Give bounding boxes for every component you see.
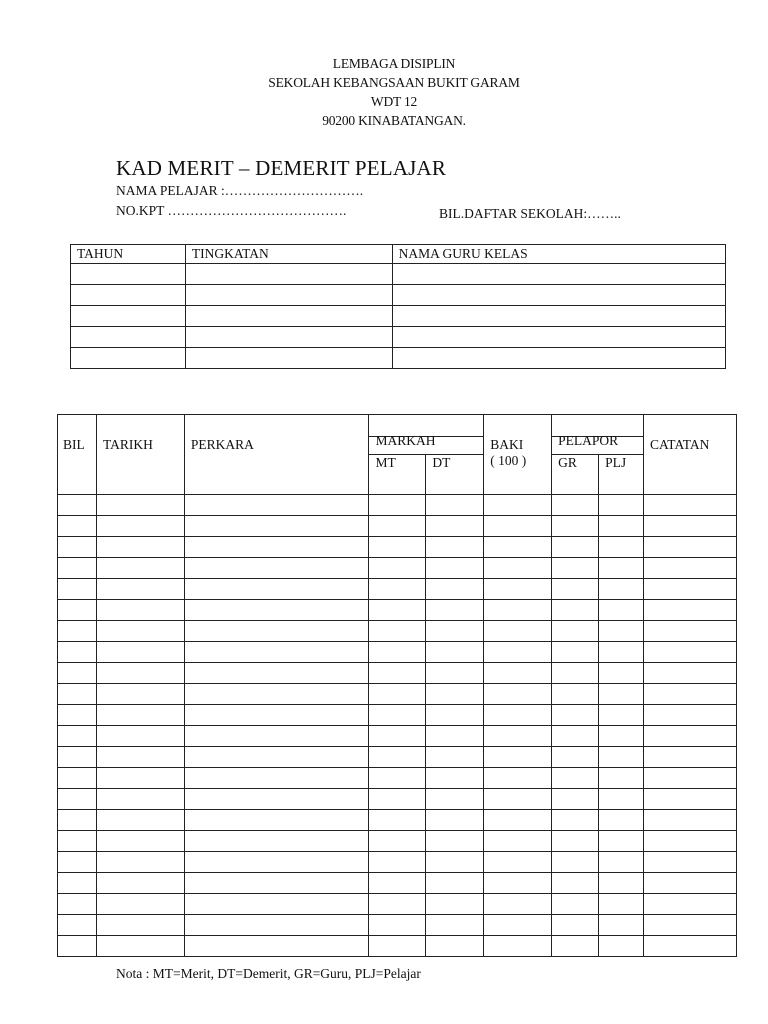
record-table-cell[interactable] <box>644 600 737 621</box>
record-table-cell[interactable] <box>552 663 599 684</box>
record-table-cell[interactable] <box>96 705 184 726</box>
record-table-cell[interactable] <box>644 663 737 684</box>
record-table-cell[interactable] <box>484 768 552 789</box>
record-table-cell[interactable] <box>426 915 484 936</box>
record-table-cell[interactable] <box>369 558 426 579</box>
header-line-3: WDT 12 <box>370 94 418 109</box>
record-table-cell[interactable] <box>599 537 644 558</box>
record-table-row <box>58 537 737 558</box>
record-table-cell[interactable] <box>426 516 484 537</box>
header-baki: BAKI <box>490 437 524 452</box>
record-table-cell[interactable] <box>184 894 369 915</box>
record-table-cell[interactable] <box>599 768 644 789</box>
record-table-cell[interactable] <box>644 726 737 747</box>
record-table-cell[interactable] <box>369 621 426 642</box>
record-table-cell[interactable] <box>369 831 426 852</box>
record-table-cell[interactable] <box>426 684 484 705</box>
record-table-cell[interactable] <box>369 915 426 936</box>
record-table-cell[interactable] <box>58 894 97 915</box>
class-table-cell[interactable] <box>71 264 186 285</box>
record-table-cell[interactable] <box>599 516 644 537</box>
record-table-cell[interactable] <box>426 495 484 516</box>
record-table-cell[interactable] <box>58 768 97 789</box>
record-table-cell[interactable] <box>484 810 552 831</box>
header-pelapor: PELAPOR <box>552 415 643 437</box>
record-table-cell[interactable] <box>426 600 484 621</box>
record-table-cell[interactable] <box>184 915 369 936</box>
header-bil: BIL <box>63 437 85 452</box>
record-table-cell[interactable] <box>369 894 426 915</box>
record-table-cell[interactable] <box>58 558 97 579</box>
record-table-cell[interactable] <box>96 621 184 642</box>
record-table-cell[interactable] <box>426 705 484 726</box>
class-table-row <box>71 348 726 369</box>
record-table-cell[interactable] <box>599 705 644 726</box>
record-table-cell[interactable] <box>96 516 184 537</box>
record-table-cell[interactable] <box>426 810 484 831</box>
record-table-cell[interactable] <box>484 621 552 642</box>
class-table-cell[interactable] <box>392 285 725 306</box>
record-table-cell[interactable] <box>96 936 184 957</box>
record-table-cell[interactable] <box>58 747 97 768</box>
class-table-cell[interactable] <box>71 348 186 369</box>
class-table-cell[interactable] <box>71 327 186 348</box>
record-table-cell[interactable] <box>96 915 184 936</box>
record-table-cell[interactable] <box>426 768 484 789</box>
record-table-cell[interactable] <box>184 600 369 621</box>
record-table-cell[interactable] <box>552 621 599 642</box>
record-table-row <box>58 852 737 873</box>
record-table-row <box>58 747 737 768</box>
record-table-cell[interactable] <box>599 873 644 894</box>
record-table-cell[interactable] <box>369 516 426 537</box>
record-table-cell[interactable] <box>484 600 552 621</box>
record-table-cell[interactable] <box>96 558 184 579</box>
header-line-4: 90200 KINABATANGAN. <box>322 113 466 128</box>
record-table-cell[interactable] <box>599 600 644 621</box>
record-table-cell[interactable] <box>426 852 484 873</box>
record-table-cell[interactable] <box>599 558 644 579</box>
record-table-cell[interactable] <box>484 663 552 684</box>
record-table-cell[interactable] <box>484 852 552 873</box>
record-table-cell[interactable] <box>369 810 426 831</box>
record-table-cell[interactable] <box>58 537 97 558</box>
record-table-cell[interactable] <box>644 894 737 915</box>
record-table-cell[interactable] <box>58 495 97 516</box>
record-table-cell[interactable] <box>484 894 552 915</box>
record-table-cell[interactable] <box>484 558 552 579</box>
record-table-row <box>58 789 737 810</box>
record-table-cell[interactable] <box>644 579 737 600</box>
record-table-cell[interactable] <box>184 537 369 558</box>
record-table-cell[interactable] <box>369 537 426 558</box>
record-table-cell[interactable] <box>369 579 426 600</box>
no-kpt-field: NO.KPT …………………………………. <box>116 203 347 218</box>
record-table-cell[interactable] <box>426 747 484 768</box>
class-info-table <box>70 244 726 369</box>
record-table-cell[interactable] <box>644 642 737 663</box>
card-title: KAD MERIT – DEMERIT PELAJAR <box>116 156 447 180</box>
class-table-row <box>71 327 726 348</box>
record-table-cell[interactable] <box>484 726 552 747</box>
record-table-cell[interactable] <box>599 915 644 936</box>
record-table-cell[interactable] <box>426 621 484 642</box>
record-table-cell[interactable] <box>96 894 184 915</box>
record-table-cell[interactable] <box>96 852 184 873</box>
record-table-row <box>58 663 737 684</box>
record-table-cell[interactable] <box>644 705 737 726</box>
header-catatan: CATATAN <box>650 437 710 452</box>
record-table-cell[interactable] <box>58 516 97 537</box>
record-table-row <box>58 894 737 915</box>
record-table-cell[interactable] <box>599 747 644 768</box>
header-dt: DT <box>432 455 451 470</box>
header-markah: MARKAH <box>369 415 483 437</box>
record-table-cell[interactable] <box>184 768 369 789</box>
record-table-cell[interactable] <box>599 789 644 810</box>
record-table-row <box>58 936 737 957</box>
record-table-cell[interactable] <box>96 810 184 831</box>
record-table-cell[interactable] <box>369 789 426 810</box>
record-table-cell[interactable] <box>58 915 97 936</box>
record-table-row <box>58 831 737 852</box>
record-table-cell[interactable] <box>644 684 737 705</box>
record-table-cell[interactable] <box>96 747 184 768</box>
record-table-cell[interactable] <box>484 831 552 852</box>
record-table-cell[interactable] <box>426 663 484 684</box>
record-table-cell[interactable] <box>552 726 599 747</box>
record-table-cell[interactable] <box>369 768 426 789</box>
class-table-row <box>71 285 726 306</box>
record-table-cell[interactable] <box>599 495 644 516</box>
record-table-cell[interactable] <box>484 537 552 558</box>
record-table-row <box>58 915 737 936</box>
record-table-cell[interactable] <box>552 810 599 831</box>
record-table-cell[interactable] <box>58 579 97 600</box>
record-table-cell[interactable] <box>184 726 369 747</box>
record-table-row <box>58 810 737 831</box>
merit-record-table <box>57 414 737 957</box>
record-table-cell[interactable] <box>552 852 599 873</box>
record-table-cell[interactable] <box>599 663 644 684</box>
record-table-cell[interactable] <box>184 516 369 537</box>
class-table-header <box>71 245 726 264</box>
record-table-cell[interactable] <box>484 873 552 894</box>
record-table-cell[interactable] <box>484 495 552 516</box>
nama-pelajar-field: NAMA PELAJAR :…………………………. <box>116 183 364 198</box>
record-table-cell[interactable] <box>96 831 184 852</box>
record-table-cell[interactable] <box>552 495 599 516</box>
record-table-cell[interactable] <box>552 516 599 537</box>
record-table-cell[interactable] <box>369 936 426 957</box>
record-table-cell[interactable] <box>369 873 426 894</box>
class-table-cell[interactable] <box>185 285 392 306</box>
record-table-cell[interactable] <box>58 663 97 684</box>
record-table-cell[interactable] <box>552 558 599 579</box>
record-table-cell[interactable] <box>552 894 599 915</box>
record-table-row <box>58 600 737 621</box>
record-table-cell[interactable] <box>484 789 552 810</box>
record-table-cell[interactable] <box>184 705 369 726</box>
record-table-cell[interactable] <box>599 936 644 957</box>
record-table-cell[interactable] <box>369 495 426 516</box>
class-table-cell[interactable] <box>392 327 725 348</box>
record-table-cell[interactable] <box>58 642 97 663</box>
record-table-cell[interactable] <box>369 852 426 873</box>
record-table-row <box>58 768 737 789</box>
record-table-cell[interactable] <box>484 684 552 705</box>
record-table-cell[interactable] <box>552 915 599 936</box>
header-tahun: TAHUN <box>71 245 186 264</box>
record-table-cell[interactable] <box>552 600 599 621</box>
record-table-cell[interactable] <box>96 600 184 621</box>
record-table-cell[interactable] <box>644 789 737 810</box>
record-table-cell[interactable] <box>96 684 184 705</box>
record-table-cell[interactable] <box>484 579 552 600</box>
class-table-row <box>71 306 726 327</box>
record-table-cell[interactable] <box>96 873 184 894</box>
record-table-cell[interactable] <box>644 852 737 873</box>
record-table-cell[interactable] <box>58 600 97 621</box>
record-table-cell[interactable] <box>552 705 599 726</box>
record-table-cell[interactable] <box>644 915 737 936</box>
record-table-cell[interactable] <box>426 726 484 747</box>
record-table-cell[interactable] <box>369 726 426 747</box>
record-table-cell[interactable] <box>484 516 552 537</box>
record-table-cell[interactable] <box>369 663 426 684</box>
record-table-cell[interactable] <box>58 621 97 642</box>
record-table-cell[interactable] <box>644 747 737 768</box>
record-table-cell[interactable] <box>184 831 369 852</box>
record-table-cell[interactable] <box>599 852 644 873</box>
record-table-cell[interactable] <box>599 810 644 831</box>
record-table-cell[interactable] <box>96 537 184 558</box>
record-table-cell[interactable] <box>599 621 644 642</box>
record-table-cell[interactable] <box>552 789 599 810</box>
record-table-cell[interactable] <box>184 789 369 810</box>
record-table-cell[interactable] <box>552 642 599 663</box>
record-table-cell[interactable] <box>184 747 369 768</box>
record-table-cell[interactable] <box>552 684 599 705</box>
school-header <box>0 54 768 130</box>
record-table-cell[interactable] <box>96 495 184 516</box>
record-table-cell[interactable] <box>552 873 599 894</box>
record-table-cell[interactable] <box>184 810 369 831</box>
header-line-1: LEMBAGA DISIPLIN <box>332 56 456 71</box>
record-table-row <box>58 495 737 516</box>
header-tarikh: TARIKH <box>102 437 153 452</box>
header-tingkatan: TINGKATAN <box>185 245 392 264</box>
class-table-row <box>71 264 726 285</box>
record-table-cell[interactable] <box>426 894 484 915</box>
record-table-cell[interactable] <box>58 726 97 747</box>
record-table-cell[interactable] <box>552 768 599 789</box>
record-table-cell[interactable] <box>552 936 599 957</box>
record-table-cell[interactable] <box>484 642 552 663</box>
record-table-cell[interactable] <box>369 705 426 726</box>
record-table-cell[interactable] <box>644 936 737 957</box>
class-table-cell[interactable] <box>392 264 725 285</box>
record-table-cell[interactable] <box>96 579 184 600</box>
record-table-cell[interactable] <box>58 789 97 810</box>
record-table-cell[interactable] <box>96 726 184 747</box>
header-gr: GR <box>558 455 577 470</box>
record-table-cell[interactable] <box>369 747 426 768</box>
record-table-cell[interactable] <box>644 558 737 579</box>
record-table-cell[interactable] <box>58 873 97 894</box>
record-table-cell[interactable] <box>184 495 369 516</box>
record-table-cell[interactable] <box>599 831 644 852</box>
record-table-cell[interactable] <box>426 642 484 663</box>
record-table-cell[interactable] <box>484 705 552 726</box>
class-table-cell[interactable] <box>392 306 725 327</box>
record-table-row <box>58 558 737 579</box>
class-table-cell[interactable] <box>71 285 186 306</box>
record-table-cell[interactable] <box>484 936 552 957</box>
record-table-cell[interactable] <box>184 579 369 600</box>
record-table-row <box>58 684 737 705</box>
record-table-cell[interactable] <box>426 537 484 558</box>
header-mt: MT <box>375 455 396 470</box>
record-table-cell[interactable] <box>184 873 369 894</box>
record-table-cell[interactable] <box>426 936 484 957</box>
class-table-cell[interactable] <box>392 348 725 369</box>
record-table-cell[interactable] <box>58 684 97 705</box>
record-table-cell[interactable] <box>599 684 644 705</box>
record-table-cell[interactable] <box>644 537 737 558</box>
record-table-cell[interactable] <box>58 852 97 873</box>
record-table-cell[interactable] <box>644 810 737 831</box>
record-table-cell[interactable] <box>426 579 484 600</box>
record-table-cell[interactable] <box>96 663 184 684</box>
record-table-cell[interactable] <box>58 831 97 852</box>
record-table-cell[interactable] <box>599 642 644 663</box>
record-table-cell[interactable] <box>96 789 184 810</box>
record-table-cell[interactable] <box>184 852 369 873</box>
record-table-cell[interactable] <box>484 747 552 768</box>
record-table-cell[interactable] <box>426 873 484 894</box>
record-table-row <box>58 621 737 642</box>
class-table-cell[interactable] <box>185 264 392 285</box>
record-table-cell[interactable] <box>599 726 644 747</box>
class-table-cell[interactable] <box>185 306 392 327</box>
record-table-cell[interactable] <box>426 558 484 579</box>
record-table-cell[interactable] <box>96 642 184 663</box>
record-table-row <box>58 642 737 663</box>
record-table-cell[interactable] <box>484 915 552 936</box>
record-table-cell[interactable] <box>184 621 369 642</box>
record-table-cell[interactable] <box>96 768 184 789</box>
header-line-2: SEKOLAH KEBANGSAAN BUKIT GARAM <box>268 75 520 90</box>
record-table-row <box>58 516 737 537</box>
record-table-cell[interactable] <box>184 684 369 705</box>
class-table-cell[interactable] <box>71 306 186 327</box>
record-table-cell[interactable] <box>644 768 737 789</box>
class-table-cell[interactable] <box>185 348 392 369</box>
record-table-cell[interactable] <box>426 831 484 852</box>
record-table-cell[interactable] <box>369 600 426 621</box>
record-table-cell[interactable] <box>184 663 369 684</box>
header-baki-sub: ( 100 ) <box>490 453 527 468</box>
record-table-cell[interactable] <box>599 894 644 915</box>
bil-daftar-field: BIL.DAFTAR SEKOLAH:…….. <box>439 206 621 221</box>
record-table-cell[interactable] <box>184 642 369 663</box>
record-table-cell[interactable] <box>644 516 737 537</box>
record-table-cell[interactable] <box>426 789 484 810</box>
record-table-cell[interactable] <box>644 621 737 642</box>
record-table-cell[interactable] <box>369 642 426 663</box>
record-table-row <box>58 873 737 894</box>
record-table-cell[interactable] <box>599 579 644 600</box>
header-nama-guru-kelas: NAMA GURU KELAS <box>392 245 725 264</box>
record-table-cell[interactable] <box>58 810 97 831</box>
record-table-row <box>58 579 737 600</box>
record-table-row <box>58 726 737 747</box>
record-table-cell[interactable] <box>644 495 737 516</box>
class-table-cell[interactable] <box>185 327 392 348</box>
record-table-cell[interactable] <box>184 936 369 957</box>
record-table-cell[interactable] <box>552 579 599 600</box>
record-table-cell[interactable] <box>552 537 599 558</box>
nota-footnote: Nota : MT=Merit, DT=Demerit, GR=Guru, PLJ=Pelajar <box>116 966 421 981</box>
record-table-cell[interactable] <box>552 831 599 852</box>
record-table-row <box>58 705 737 726</box>
record-table-cell[interactable] <box>184 558 369 579</box>
record-table-cell[interactable] <box>644 831 737 852</box>
record-table-cell[interactable] <box>644 873 737 894</box>
record-header-row-1 <box>58 415 737 455</box>
record-table-cell[interactable] <box>552 747 599 768</box>
record-table-cell[interactable] <box>369 684 426 705</box>
header-perkara: PERKARA <box>190 437 254 452</box>
record-table-cell[interactable] <box>58 705 97 726</box>
record-table-cell[interactable] <box>58 936 97 957</box>
header-plj: PLJ <box>605 455 627 470</box>
